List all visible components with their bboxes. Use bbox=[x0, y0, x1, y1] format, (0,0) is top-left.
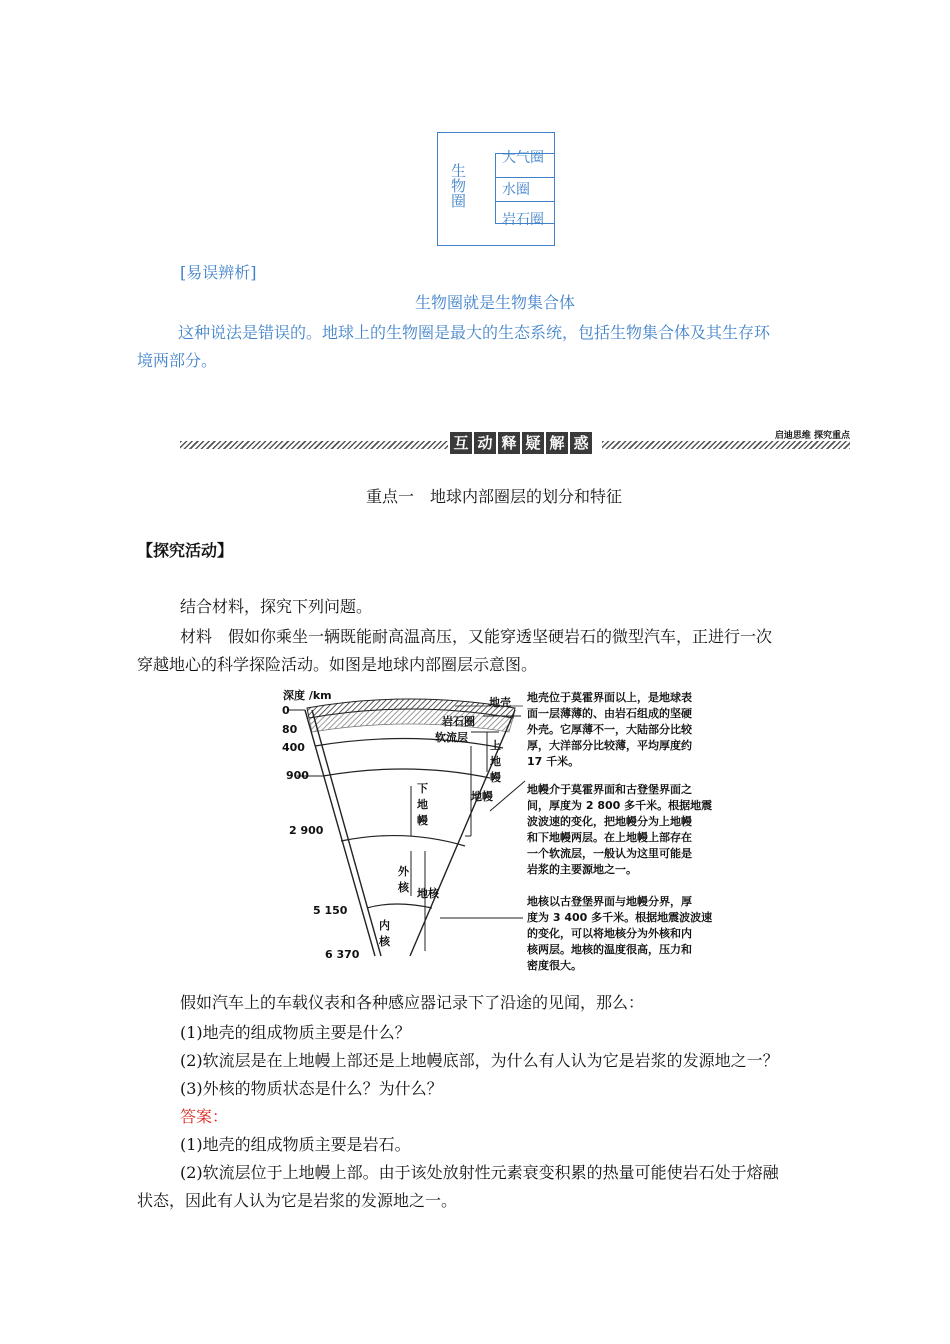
note-line: 度为 3 400 多千米。根据地震波波速 bbox=[527, 911, 713, 924]
section-char: 解 bbox=[546, 432, 568, 454]
intro-text: 结合材料，探究下列问题。 bbox=[180, 597, 373, 616]
section-bar-title bbox=[450, 432, 594, 458]
depth-label-2900: 2 900 bbox=[289, 824, 324, 837]
activity-heading: 【探究活动】 bbox=[137, 541, 234, 560]
biosphere-item-lithosphere: 岩石圈 bbox=[502, 212, 544, 228]
mantle-char: 幔 bbox=[482, 790, 493, 803]
lower-mantle-char: 幔 bbox=[417, 814, 428, 827]
section-bar bbox=[180, 432, 850, 458]
upper-mantle-char: 上 bbox=[490, 739, 501, 752]
biosphere-left-label: 生物圈 bbox=[449, 163, 467, 208]
misconception-explanation-2: 境两部分。 bbox=[137, 351, 218, 370]
depth-label-400: 400 bbox=[282, 741, 305, 754]
keypoint-title: 重点一 地球内部圈层的划分和特征 bbox=[366, 487, 623, 506]
answer-2-line-2: 状态，因此有人认为它是岩浆的发源地之一。 bbox=[137, 1191, 458, 1210]
biosphere-item-atmosphere: 大气圈 bbox=[502, 150, 544, 166]
misconception-tag: [易误辨析] bbox=[180, 263, 257, 282]
misconception-title: 生物圈就是生物集合体 bbox=[415, 293, 576, 312]
earth-interior-diagram bbox=[275, 686, 725, 971]
note-core bbox=[527, 894, 727, 974]
material-line-1: 材料 假如你乘坐一辆既能耐高温高压，又能穿透坚硬岩石的微型汽车，正进行一次 bbox=[180, 627, 773, 646]
boundary-400 bbox=[315, 738, 503, 748]
depth-label-0: 0 bbox=[282, 704, 290, 717]
note-line: 一个软流层，一般认为这里可能是 bbox=[527, 847, 692, 860]
divider-mid1 bbox=[495, 177, 554, 178]
note-line: 地壳位于莫霍界面以上，是地球表 bbox=[527, 691, 692, 704]
depth-label-900: 900 bbox=[286, 769, 309, 782]
misconception-explanation-1: 这种说法是错误的。地球上的生物圈是最大的生态系统，包括生物集合体及其生存环 bbox=[178, 323, 771, 342]
note-line: 间，厚度为 2 800 多千米。根据地震 bbox=[527, 799, 713, 812]
boundary-5150 bbox=[367, 904, 432, 908]
upper-mantle-char: 地 bbox=[490, 755, 501, 768]
note-line: 地核以古登堡界面与地幔分界，厚 bbox=[527, 895, 692, 908]
label-mantle bbox=[471, 789, 493, 805]
question-2: (2)软流层是在上地幔上部还是上地幔底部，为什么有人认为它是岩浆的发源地之一？ bbox=[180, 1051, 779, 1070]
section-char: 疑 bbox=[522, 432, 544, 454]
outer-core-char: 外 bbox=[398, 865, 409, 878]
question-intro: 假如汽车上的车载仪表和各种感应器记录下了沿途的见闻，那么： bbox=[180, 993, 645, 1012]
biosphere-item-hydrosphere: 水圈 bbox=[502, 182, 530, 198]
mantle-char: 地 bbox=[471, 790, 482, 803]
note-crust bbox=[527, 690, 727, 770]
lower-mantle-char: 下 bbox=[417, 782, 428, 795]
upper-mantle-char: 幔 bbox=[490, 771, 501, 784]
note-line: 密度很大。 bbox=[527, 959, 582, 972]
note-line: 和下地幔两层。在上地幔上部存在 bbox=[527, 831, 692, 844]
label-core: 地核 bbox=[417, 887, 439, 900]
note-line: 波波速的变化，把地幔分为上地幔 bbox=[527, 815, 692, 828]
answer-2-line-1: (2)软流层位于上地幔上部。由于该处放射性元素衰变积累的热量可能使岩石处于熔融 bbox=[180, 1163, 779, 1182]
depth-label-6370: 6 370 bbox=[325, 948, 360, 961]
depth-label-80: 80 bbox=[282, 723, 298, 736]
section-char: 惑 bbox=[570, 432, 592, 454]
boundary-2900 bbox=[341, 836, 465, 846]
depth-axis-title: 深度 /km bbox=[283, 689, 332, 702]
inner-core-char: 内 bbox=[379, 919, 390, 932]
note-line: 岩浆的主要源地之一。 bbox=[527, 863, 637, 876]
label-lithosphere: 岩石圈 bbox=[442, 715, 475, 728]
section-bar-right-text: 启迪思维 探究重点 bbox=[774, 431, 850, 441]
answer-1: (1)地壳的组成物质主要是岩石。 bbox=[180, 1135, 411, 1154]
label-outer-core bbox=[398, 864, 412, 896]
hatch-right bbox=[602, 441, 850, 449]
note-line: 厚，大洋部分比较薄，平均厚度约 bbox=[527, 739, 692, 752]
label-upper-mantle bbox=[490, 738, 504, 786]
note-line: 17 千米。 bbox=[527, 755, 580, 768]
note-line: 地幔介于莫霍界面和古登堡界面之 bbox=[527, 783, 692, 796]
note-line: 核两层。地核的温度很高，压力和 bbox=[527, 943, 692, 956]
material-line-2: 穿越地心的科学探险活动。如图是地球内部圈层示意图。 bbox=[137, 655, 538, 674]
biosphere-divider bbox=[495, 153, 496, 223]
outer-core-char: 核 bbox=[398, 881, 409, 894]
depth-label-5150: 5 150 bbox=[313, 904, 348, 917]
note-mantle bbox=[527, 782, 727, 878]
boundary-900 bbox=[323, 769, 490, 778]
note-line: 的变化，可以将地核分为外核和内 bbox=[527, 927, 692, 940]
note-line: 外壳。它厚薄不一，大陆部分比较 bbox=[527, 723, 692, 736]
question-3: (3)外核的物质状态是什么？为什么？ bbox=[180, 1079, 443, 1098]
note-line: 面一层薄薄的、由岩石组成的坚硬 bbox=[527, 707, 692, 720]
question-1: (1)地壳的组成物质主要是什么？ bbox=[180, 1023, 411, 1042]
biosphere-diagram bbox=[437, 132, 555, 246]
section-char: 动 bbox=[474, 432, 496, 454]
divider-mid2 bbox=[495, 201, 554, 202]
section-char: 互 bbox=[450, 432, 472, 454]
lower-mantle-char: 地 bbox=[417, 798, 428, 811]
label-asthenosphere: 软流层 bbox=[435, 731, 468, 744]
label-inner-core bbox=[379, 918, 393, 950]
label-crust: 地壳 bbox=[489, 696, 511, 709]
label-lower-mantle bbox=[417, 781, 431, 829]
inner-core-char: 核 bbox=[379, 935, 390, 948]
section-char: 释 bbox=[498, 432, 520, 454]
answer-label: 答案： bbox=[180, 1107, 229, 1126]
hatch-left bbox=[180, 441, 448, 449]
